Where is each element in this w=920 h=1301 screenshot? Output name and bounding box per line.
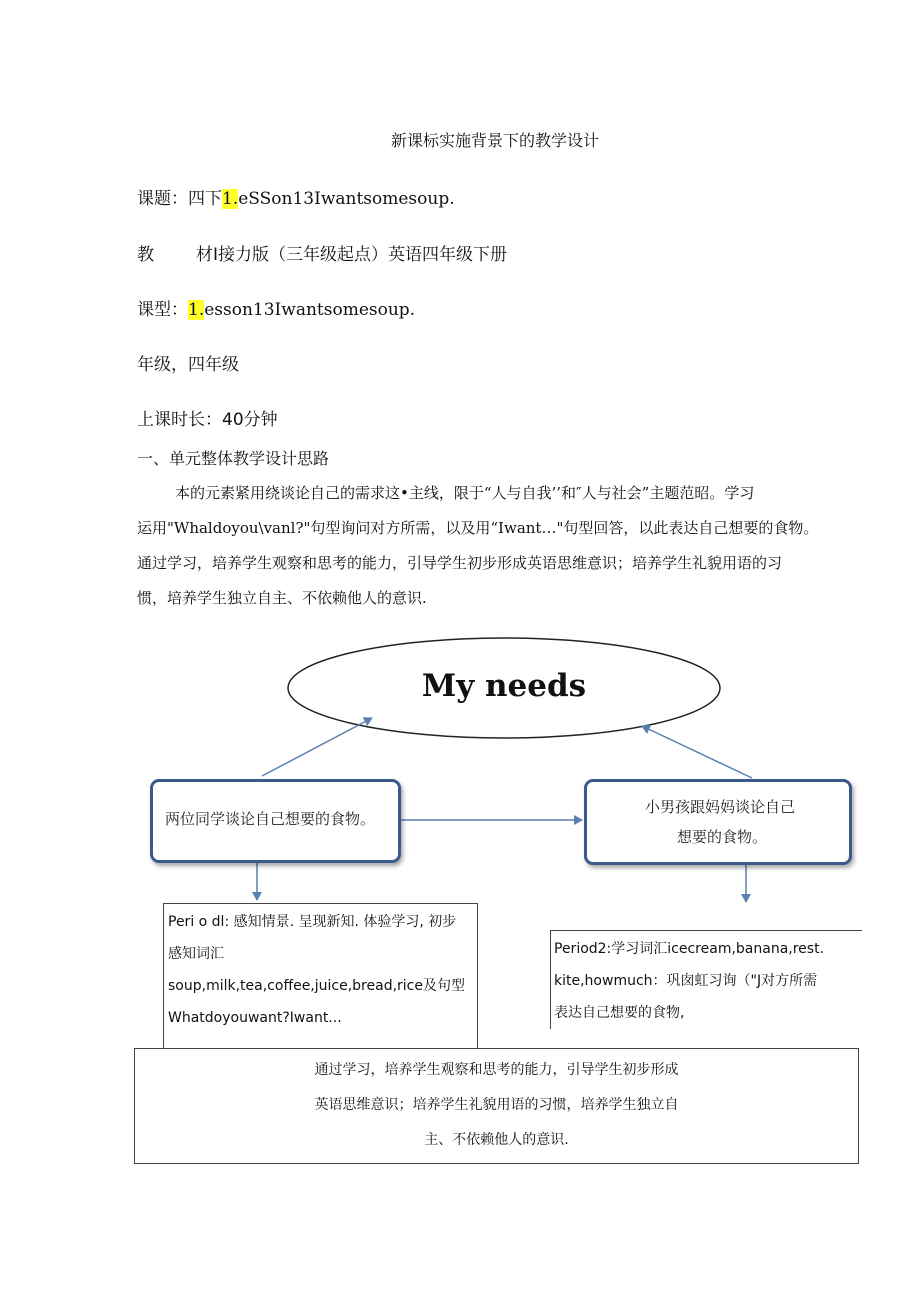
period2-line: kite,howmuch：巩囱虹习询（"J对方所需 [554, 973, 818, 989]
topic-label: 课题： [137, 189, 188, 209]
left-node [150, 779, 401, 863]
section-heading: 一、单元整体教学设计思路 [137, 449, 330, 468]
summary-line: 主、不依赖他人的意识. [424, 1132, 569, 1148]
textbook-label: 教 [137, 245, 154, 265]
topic-highlight: 1. [222, 189, 239, 209]
period1-line: soup,milk,tea,coffee,juice,bread,rice及句型 [168, 978, 465, 994]
center-label: My needs [421, 668, 587, 704]
right-node-line: 小男孩跟妈妈谈论自己 [645, 798, 796, 816]
paragraph-line: 本的元素紧用绕谈论自己的需求这•主线，限于“人与自我’’和″人与社会”主题范昭。学习 [175, 484, 755, 502]
period2-line: Period2:学习词汇icecream,banana,rest. [554, 941, 825, 957]
right-node [584, 779, 852, 865]
arrow-right-up [642, 726, 752, 778]
period1-line: 感知词汇 [168, 946, 224, 962]
paragraph-line: 惯，培养学生独立自主、不依赖他人的意识. [137, 589, 427, 607]
type-label: 课型： [137, 300, 188, 320]
period2-line: 表达自己想要的食物, [554, 1005, 685, 1021]
arrow-left-up [262, 718, 372, 776]
type-highlight: 1. [188, 300, 205, 320]
paragraph-line: 通过学习，培养学生观察和思考的能力，引导学生初步形成英语思维意识；培养学生礼貌用语的习 [137, 554, 783, 572]
paragraph-line: 运用"Whaldoyou\vanl?"句型询问对方所需，以及用“Iwant…"句型回答，以此表达自己想要的食物。 [137, 519, 819, 537]
summary-box [134, 1048, 859, 1164]
period1-line: Peri o dl: 感知情景. 呈现新知. 体验学习, 初步 [168, 914, 457, 930]
summary-line: 通过学习，培养学生观察和思考的能力，引导学生初步形成 [314, 1062, 679, 1078]
page-title: 新课标实施背景下的教学设计 [390, 131, 599, 150]
left-node-text: 两位同学谈论自己想要的食物。 [165, 810, 376, 828]
topic-prefix: 四下 [188, 189, 222, 209]
summary-line: 英语思维意识；培养学生礼貌用语的习惯，培养学生独立自 [314, 1097, 679, 1113]
right-node-line: 想要的食物。 [677, 828, 768, 846]
type-rest: esson13Iwantsomesoup. [204, 300, 416, 320]
period1-box [163, 903, 478, 1051]
period2-box [550, 930, 862, 1029]
textbook-value: 材I接力版（三年级起点）英语四年级下册 [196, 245, 508, 265]
period1-line: Whatdoyouwant?Iwant... [168, 1010, 342, 1026]
grade-line: 年级，四年级 [137, 355, 239, 375]
duration-line: 上课时长：40分钟 [137, 410, 278, 430]
topic-rest: eSSon13Iwantsomesoup. [238, 189, 455, 209]
